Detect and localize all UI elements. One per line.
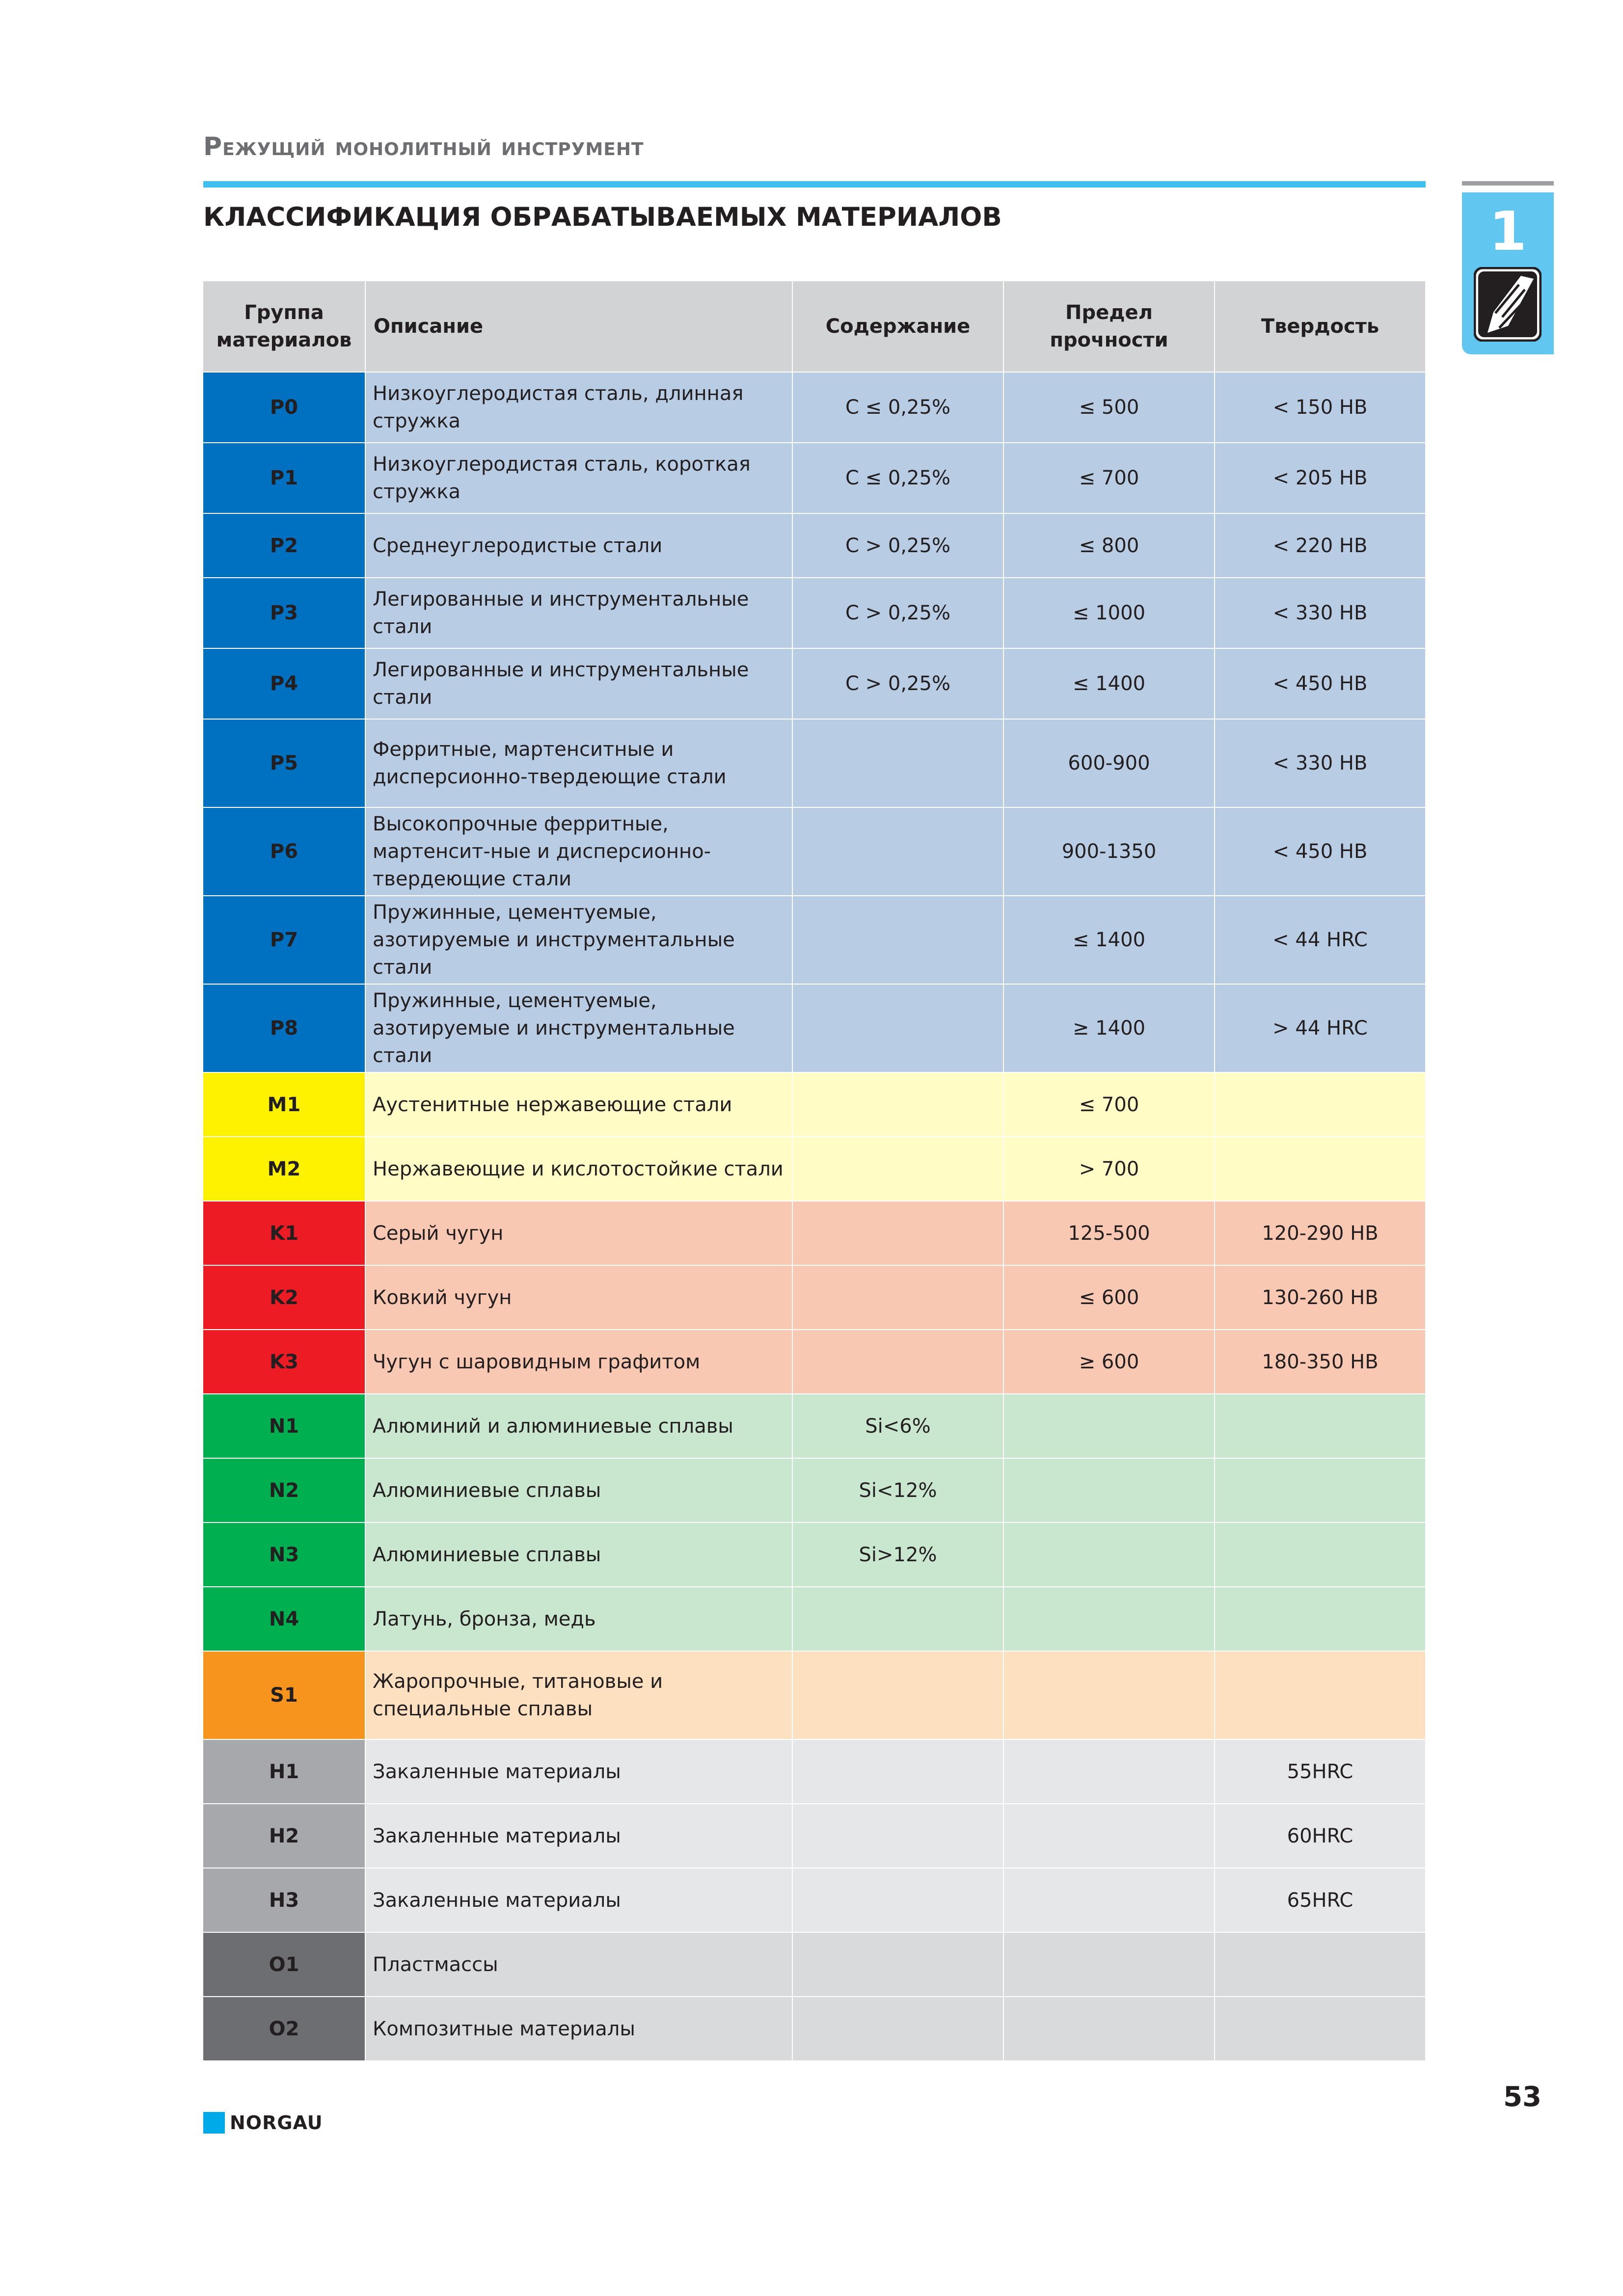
cell-code: N2 [203,1458,365,1522]
cell-hardness [1215,1394,1426,1458]
cell-hardness [1215,1587,1426,1651]
cell-hardness [1215,1522,1426,1587]
cell-strength: 900-1350 [1003,807,1215,896]
cell-hardness [1215,1137,1426,1201]
section-title: КЛАССИФИКАЦИЯ ОБРАБАТЫВАЕМЫХ МАТЕРИАЛОВ [203,202,1002,232]
cell-strength: ≥ 600 [1003,1330,1215,1394]
logo-text: NORGAU [230,2112,323,2134]
cell-content [792,896,1003,984]
cell-hardness: 180-350 HB [1215,1330,1426,1394]
table-row [203,1201,1426,1265]
cell-content [792,1201,1003,1265]
logo-square-icon [203,2112,225,2134]
cell-code: P0 [203,372,365,443]
cell-strength: > 700 [1003,1137,1215,1201]
cell-description: Легированные и инструментальные стали [365,648,792,719]
header-group: Группа материалов [203,281,365,372]
header-strength: Предел прочности [1003,281,1215,372]
cell-content [792,1587,1003,1651]
cell-content [792,1997,1003,2061]
cell-description: Высокопрочные ферритные, мартенсит-ные и дисперсионно-твердеющие стали [365,807,792,896]
table-row [203,513,1426,578]
cell-hardness: 65HRC [1215,1868,1426,1932]
cell-code: S1 [203,1651,365,1739]
cell-content [792,1651,1003,1739]
cell-content: C > 0,25% [792,578,1003,648]
header-divider [203,181,1426,187]
table-row [203,1522,1426,1587]
cell-strength: ≤ 600 [1003,1265,1215,1330]
cell-code: O2 [203,1997,365,2061]
table-row [203,372,1426,443]
table-row [203,984,1426,1072]
cell-code: P1 [203,443,365,513]
cell-strength [1003,1739,1215,1804]
end-mill-icon [1474,267,1542,342]
cell-hardness: 120-290 HB [1215,1201,1426,1265]
cell-description: Низкоуглеродистая сталь, длинная стружка [365,372,792,443]
cell-description: Алюминий и алюминиевые сплавы [365,1394,792,1458]
cell-code: O1 [203,1932,365,1997]
cell-hardness: < 330 HB [1215,578,1426,648]
cell-content: Si>12% [792,1522,1003,1587]
cell-code: H2 [203,1804,365,1868]
cell-description: Закаленные материалы [365,1804,792,1868]
chapter-tab-divider [1462,181,1554,186]
cell-strength: 125-500 [1003,1201,1215,1265]
cell-description: Закаленные материалы [365,1739,792,1804]
cell-hardness: < 450 HB [1215,648,1426,719]
cell-strength: ≥ 1400 [1003,984,1215,1072]
cell-strength: ≤ 800 [1003,513,1215,578]
table-row [203,1458,1426,1522]
chapter-number: 1 [1489,200,1527,263]
cell-code: P4 [203,648,365,719]
cell-hardness [1215,1072,1426,1137]
cell-strength: 600-900 [1003,719,1215,807]
cell-hardness [1215,1651,1426,1739]
page-header-title: Режущий монолитный инструмент [203,132,644,161]
table-row [203,443,1426,513]
cell-code: H3 [203,1868,365,1932]
cell-description: Аустенитные нержавеющие стали [365,1072,792,1137]
cell-hardness: < 330 HB [1215,719,1426,807]
table-body [203,372,1426,2061]
cell-strength [1003,1804,1215,1868]
cell-code: P8 [203,984,365,1072]
cell-strength [1003,1997,1215,2061]
cell-content [792,1137,1003,1201]
cell-description: Ферритные, мартенситные и дисперсионно-твердеющие стали [365,719,792,807]
cell-description: Серый чугун [365,1201,792,1265]
cell-code: M2 [203,1137,365,1201]
cell-strength: ≤ 1400 [1003,648,1215,719]
materials-classification-table [203,281,1426,2061]
cell-strength: ≤ 700 [1003,1072,1215,1137]
cell-code: P7 [203,896,365,984]
chapter-tab [1462,192,1554,354]
cell-description: Композитные материалы [365,1997,792,2061]
cell-hardness: < 205 HB [1215,443,1426,513]
table-row [203,896,1426,984]
cell-strength: ≤ 700 [1003,443,1215,513]
cell-code: P6 [203,807,365,896]
cell-content: C > 0,25% [792,648,1003,719]
cell-content [792,1330,1003,1394]
cell-strength [1003,1522,1215,1587]
cell-strength [1003,1651,1215,1739]
table-row [203,1394,1426,1458]
cell-strength: ≤ 1400 [1003,896,1215,984]
cell-hardness [1215,1932,1426,1997]
table-row [203,1997,1426,2061]
cell-content [792,807,1003,896]
cell-description: Латунь, бронза, медь [365,1587,792,1651]
cell-strength [1003,1394,1215,1458]
table-row [203,648,1426,719]
cell-hardness [1215,1997,1426,2061]
cell-code: N3 [203,1522,365,1587]
cell-content: C ≤ 0,25% [792,372,1003,443]
table-row [203,578,1426,648]
cell-hardness: < 150 HB [1215,372,1426,443]
table-row [203,1587,1426,1651]
cell-content [792,1932,1003,1997]
cell-description: Жаропрочные, титановые и специальные сплавы [365,1651,792,1739]
cell-description: Пружинные, цементуемые, азотируемые и инструментальные стали [365,896,792,984]
cell-hardness: 60HRC [1215,1804,1426,1868]
header-description: Описание [365,281,792,372]
cell-code: N1 [203,1394,365,1458]
cell-content [792,1868,1003,1932]
cell-strength [1003,1868,1215,1932]
cell-hardness: < 44 HRC [1215,896,1426,984]
table-row [203,1072,1426,1137]
cell-code: P2 [203,513,365,578]
cell-content [792,719,1003,807]
cell-content: C ≤ 0,25% [792,443,1003,513]
cell-description: Низкоуглеродистая сталь, короткая стружка [365,443,792,513]
cell-code: P5 [203,719,365,807]
cell-description: Пружинные, цементуемые, азотируемые и инструментальные стали [365,984,792,1072]
brand-logo [203,2110,323,2135]
cell-content [792,1265,1003,1330]
cell-code: H1 [203,1739,365,1804]
table-row [203,1265,1426,1330]
cell-description: Закаленные материалы [365,1868,792,1932]
cell-description: Алюминиевые сплавы [365,1458,792,1522]
cell-description: Среднеуглеродистые стали [365,513,792,578]
cell-strength [1003,1458,1215,1522]
cell-hardness: < 220 HB [1215,513,1426,578]
cell-hardness: > 44 HRC [1215,984,1426,1072]
cell-code: K3 [203,1330,365,1394]
table-row [203,719,1426,807]
cell-code: P3 [203,578,365,648]
cell-content [792,1072,1003,1137]
cell-strength: ≤ 1000 [1003,578,1215,648]
cell-content [792,984,1003,1072]
page-number: 53 [1503,2081,1542,2113]
cell-description: Легированные и инструментальные стали [365,578,792,648]
cell-description: Ковкий чугун [365,1265,792,1330]
cell-strength [1003,1587,1215,1651]
cell-description: Пластмассы [365,1932,792,1997]
table-row [203,1137,1426,1201]
cell-description: Нержавеющие и кислотостойкие стали [365,1137,792,1201]
table-row [203,1330,1426,1394]
table-row [203,1804,1426,1868]
cell-strength [1003,1932,1215,1997]
cell-content: Si<12% [792,1458,1003,1522]
cell-content [792,1739,1003,1804]
cell-content: C > 0,25% [792,513,1003,578]
cell-hardness [1215,1458,1426,1522]
table-row [203,1932,1426,1997]
cell-description: Чугун с шаровидным графитом [365,1330,792,1394]
cell-code: K2 [203,1265,365,1330]
cell-content: Si<6% [792,1394,1003,1458]
header-content: Содержание [792,281,1003,372]
table-header-row [203,281,1426,372]
table-row [203,1651,1426,1739]
cell-description: Алюминиевые сплавы [365,1522,792,1587]
table-row [203,1868,1426,1932]
cell-hardness: 130-260 HB [1215,1265,1426,1330]
cell-code: M1 [203,1072,365,1137]
cell-hardness: 55HRC [1215,1739,1426,1804]
cell-strength: ≤ 500 [1003,372,1215,443]
cell-code: N4 [203,1587,365,1651]
cell-content [792,1804,1003,1868]
cell-hardness: < 450 HB [1215,807,1426,896]
table-row [203,1739,1426,1804]
table-row [203,807,1426,896]
cell-code: K1 [203,1201,365,1265]
header-hardness: Твердость [1215,281,1426,372]
